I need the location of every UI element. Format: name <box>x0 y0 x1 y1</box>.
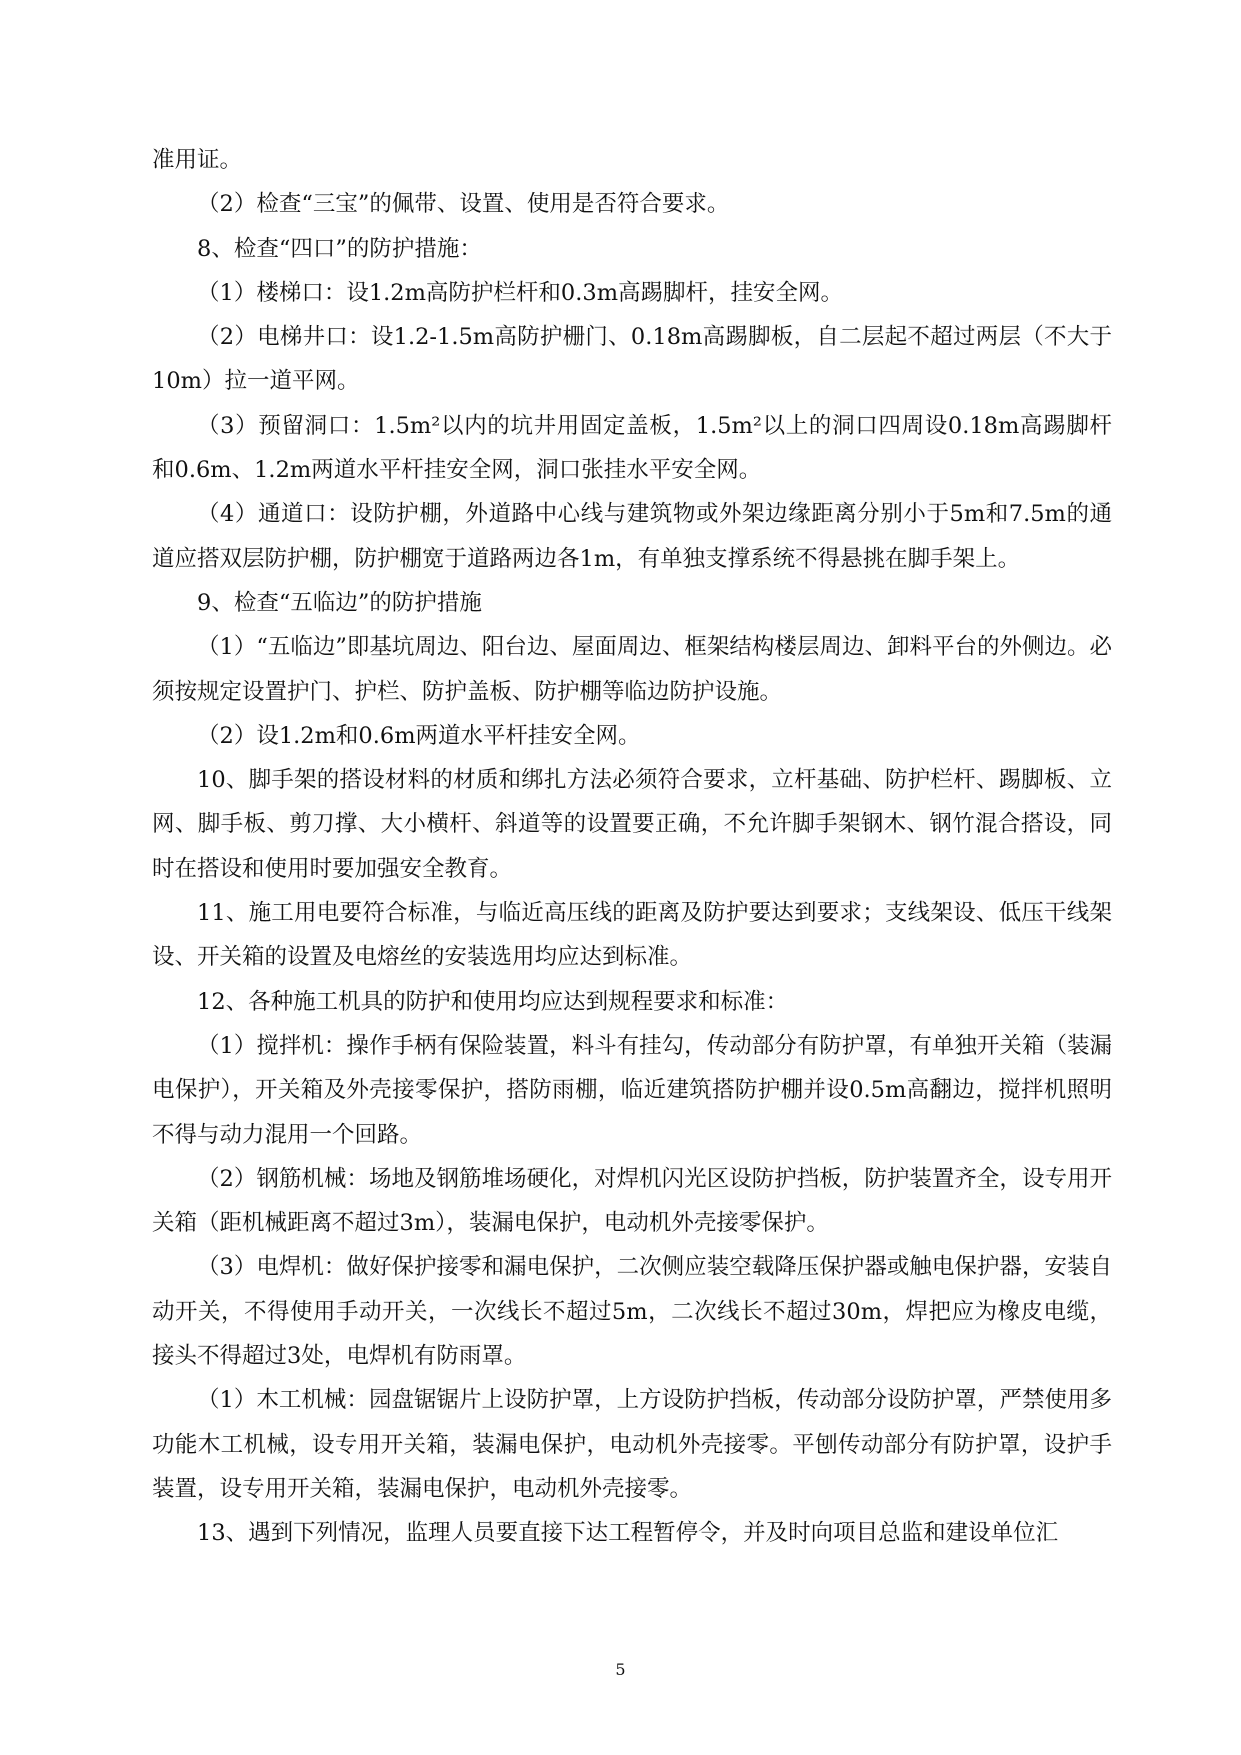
paragraph-item-9-2: （2）设1.2m和0.6m两道水平杆挂安全网。 <box>197 722 641 749</box>
paragraph-item-8-2: （2）电梯井口：设1.2-1.5m高防护栅门、0.18m高踢脚板，自二层起不超过两层（不大于10m）拉一道平网。 <box>152 324 1112 395</box>
paragraph-item-8-1: （1）楼梯口：设1.2m高防护栏杆和0.3m高踢脚杆，挂安全网。 <box>197 279 844 306</box>
paragraph-item-11: 11、施工用电要符合标准，与临近高压线的距离及防护要达到要求；支线架设、低压干线架设、开关箱的设置及电熔丝的安装选用均应达到标准。 <box>152 900 1112 971</box>
paragraph-item-7-2: （2）检查“三宝”的佩带、设置、使用是否符合要求。 <box>197 191 730 218</box>
paragraph-item-9-1: （1）“五临边”即基坑周边、阳台边、屋面周边、框架结构楼层周边、卸料平台的外侧边。必须按规定设置护门、护栏、防护盖板、防护棚等临边防护设施。 <box>152 634 1112 705</box>
paragraph-item-12-1: （1）搅拌机：操作手柄有保险装置，料斗有挂勾，传动部分有防护罩，有单独开关箱（装漏电保护），开关箱及外壳接零保护，搭防雨棚，临近建筑搭防护棚并设0.5m高翻边，搅拌机照明不得与动力混用一个回路。 <box>152 1032 1112 1148</box>
paragraph-continuation: 准用证。 <box>152 147 243 173</box>
paragraph-item-9: 9、检查“五临边”的防护措施 <box>197 589 482 616</box>
paragraph-item-12-3: （3）电焊机：做好保护接零和漏电保护，二次侧应装空载降压保护器或触电保护器，安装自动开关，不得使用手动开关，一次线长不超过5m，二次线长不超过30m，焊把应为橡皮电缆，接头不得超过3处，电焊机有防雨罩。 <box>152 1254 1112 1370</box>
paragraph-item-12-2: （2）钢筋机械：场地及钢筋堆场硬化，对焊机闪光区设防护挡板，防护装置齐全，设专用开关箱（距机械距离不超过3m），装漏电保护，电动机外壳接零保护。 <box>152 1165 1112 1237</box>
paragraph-item-10: 10、脚手架的搭设材料的材质和绑扎方法必须符合要求，立杆基础、防护栏杆、踢脚板、立网、脚手板、剪刀撑、大小横杆、斜道等的设置要正确，不允许脚手架钢木、钢竹混合搭设，同时在搭设和使用时要加强安全教育。 <box>152 767 1112 882</box>
paragraph-item-8: 8、检查“四口”的防护措施： <box>197 235 482 262</box>
document-body <box>152 138 1112 1556</box>
paragraph-item-8-4: （4）通道口：设防护棚，外道路中心线与建筑物或外架边缘距离分别小于5m和7.5m的通道应搭双层防护棚，防护棚宽于道路两边各1m，有单独支撑系统不得悬挑在脚手架上。 <box>152 501 1112 572</box>
paragraph-item-12-4: （1）木工机械：园盘锯锯片上设防护罩，上方设防护挡板，传动部分设防护罩，严禁使用多功能木工机械，设专用开关箱，装漏电保护，电动机外壳接零。平刨传动部分有防护罩，设护手装置，设专用开关箱，装漏电保护，电动机外壳接零。 <box>152 1387 1112 1502</box>
paragraph-item-8-3: （3）预留洞口：1.5m²以内的坑井用固定盖板，1.5m²以上的洞口四周设0.18m高踢脚杆和0.6m、1.2m两道水平杆挂安全网，洞口张挂水平安全网。 <box>152 412 1112 484</box>
page-number: 5 <box>615 1660 626 1679</box>
paragraph-item-13: 13、遇到下列情况，监理人员要直接下达工程暂停令，并及时向项目总监和建设单位汇 <box>197 1520 1059 1547</box>
paragraph-item-12: 12、各种施工机具的防护和使用均应达到规程要求和标准： <box>197 988 789 1015</box>
